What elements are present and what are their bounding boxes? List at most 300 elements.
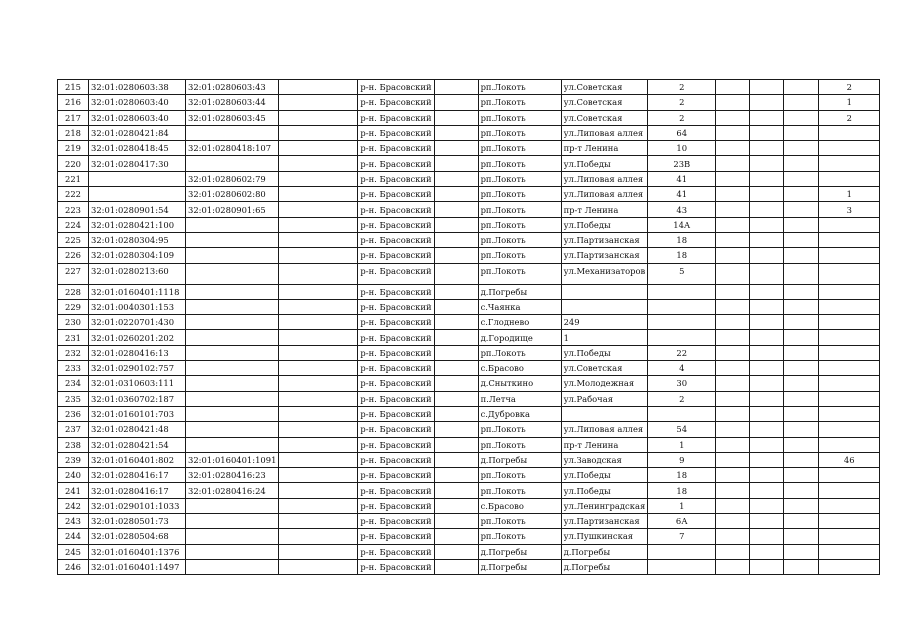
cadastral-number-2-cell: 32:01:0280416:23 <box>186 468 279 483</box>
locality-cell: д.Городище <box>478 330 561 345</box>
empty-cell <box>716 171 750 186</box>
table-row <box>58 110 880 125</box>
empty-cell <box>279 422 358 437</box>
locality-cell: с.Глоднево <box>478 315 561 330</box>
row-number-cell: 240 <box>58 468 89 483</box>
empty-cell <box>279 263 358 284</box>
street-cell: ул.Советская <box>561 361 648 376</box>
row-number-cell: 239 <box>58 452 89 467</box>
empty-cell <box>784 422 819 437</box>
district-cell: р-н. Брасовский <box>358 391 434 406</box>
empty-cell <box>434 110 478 125</box>
count-cell <box>819 391 880 406</box>
cadastral-number-cell: 32:01:0310603:111 <box>89 376 186 391</box>
cadastral-number-cell: 32:01:0040301:153 <box>89 299 186 314</box>
table-row <box>58 315 880 330</box>
district-cell: р-н. Брасовский <box>358 406 434 421</box>
empty-cell <box>784 284 819 299</box>
count-cell <box>819 376 880 391</box>
row-number-cell: 219 <box>58 141 89 156</box>
house-number-cell <box>648 406 716 421</box>
street-cell: ул.Победы <box>561 217 648 232</box>
table-row <box>58 248 880 263</box>
table-row <box>58 498 880 513</box>
locality-cell: рп.Локоть <box>478 80 561 95</box>
cadastral-number-2-cell <box>186 559 279 574</box>
count-cell: 1 <box>819 187 880 202</box>
cadastral-number-cell: 32:01:0280603:40 <box>89 95 186 110</box>
empty-cell <box>784 468 819 483</box>
empty-cell <box>716 330 750 345</box>
house-number-cell: 30 <box>648 376 716 391</box>
count-cell <box>819 217 880 232</box>
empty-cell <box>784 330 819 345</box>
empty-cell <box>716 437 750 452</box>
house-number-cell <box>648 284 716 299</box>
cadastral-number-2-cell <box>186 248 279 263</box>
count-cell: 1 <box>819 95 880 110</box>
empty-cell <box>434 452 478 467</box>
house-number-cell: 14А <box>648 217 716 232</box>
house-number-cell: 7 <box>648 529 716 544</box>
locality-cell: рп.Локоть <box>478 437 561 452</box>
cadastral-number-cell: 32:01:0280213:60 <box>89 263 186 284</box>
district-cell: р-н. Брасовский <box>358 171 434 186</box>
cadastral-number-cell: 32:01:0160401:1118 <box>89 284 186 299</box>
house-number-cell: 43 <box>648 202 716 217</box>
empty-cell <box>784 361 819 376</box>
street-cell: 249 <box>561 315 648 330</box>
count-cell: 3 <box>819 202 880 217</box>
row-number-cell: 235 <box>58 391 89 406</box>
cadastral-number-2-cell <box>186 529 279 544</box>
table-row <box>58 95 880 110</box>
empty-cell <box>716 80 750 95</box>
empty-cell <box>750 361 784 376</box>
district-cell: р-н. Брасовский <box>358 437 434 452</box>
empty-cell <box>750 452 784 467</box>
locality-cell: д.Погребы <box>478 544 561 559</box>
house-number-cell: 4 <box>648 361 716 376</box>
cadastral-number-2-cell: 32:01:0280901:65 <box>186 202 279 217</box>
locality-cell: рп.Локоть <box>478 125 561 140</box>
cadastral-number-2-cell: 32:01:0280418:107 <box>186 141 279 156</box>
empty-cell <box>279 498 358 513</box>
empty-cell <box>279 391 358 406</box>
row-number-cell: 233 <box>58 361 89 376</box>
table-row <box>58 529 880 544</box>
registry-table <box>57 79 880 575</box>
cadastral-number-2-cell <box>186 299 279 314</box>
locality-cell: рп.Локоть <box>478 95 561 110</box>
empty-cell <box>279 187 358 202</box>
district-cell: р-н. Брасовский <box>358 559 434 574</box>
empty-cell <box>434 95 478 110</box>
count-cell <box>819 422 880 437</box>
cadastral-number-2-cell <box>186 345 279 360</box>
cadastral-number-cell: 32:01:0280603:38 <box>89 80 186 95</box>
table-row <box>58 217 880 232</box>
table-row <box>58 422 880 437</box>
street-cell: ул.Заводская <box>561 452 648 467</box>
empty-cell <box>750 217 784 232</box>
empty-cell <box>279 437 358 452</box>
cadastral-number-2-cell: 32:01:0160401:1091 <box>186 452 279 467</box>
table-body <box>58 80 880 575</box>
empty-cell <box>716 299 750 314</box>
street-cell: д.Погребы <box>561 559 648 574</box>
street-cell: ул.Липовая аллея <box>561 125 648 140</box>
empty-cell <box>716 498 750 513</box>
empty-cell <box>750 498 784 513</box>
cadastral-number-2-cell <box>186 361 279 376</box>
cadastral-number-cell: 32:01:0280304:109 <box>89 248 186 263</box>
empty-cell <box>279 315 358 330</box>
row-number-cell: 223 <box>58 202 89 217</box>
street-cell: ул.Партизанская <box>561 514 648 529</box>
empty-cell <box>716 110 750 125</box>
empty-cell <box>716 141 750 156</box>
empty-cell <box>434 171 478 186</box>
empty-cell <box>434 391 478 406</box>
cadastral-number-cell: 32:01:0290101:1033 <box>89 498 186 513</box>
street-cell: ул.Победы <box>561 156 648 171</box>
district-cell: р-н. Брасовский <box>358 483 434 498</box>
house-number-cell: 54 <box>648 422 716 437</box>
empty-cell <box>784 315 819 330</box>
house-number-cell: 64 <box>648 125 716 140</box>
table-row <box>58 483 880 498</box>
empty-cell <box>750 483 784 498</box>
empty-cell <box>750 232 784 247</box>
empty-cell <box>279 406 358 421</box>
street-cell: ул.Механизаторов <box>561 263 648 284</box>
street-cell: 1 <box>561 330 648 345</box>
locality-cell: рп.Локоть <box>478 202 561 217</box>
empty-cell <box>784 110 819 125</box>
count-cell <box>819 529 880 544</box>
row-number-cell: 217 <box>58 110 89 125</box>
district-cell: р-н. Брасовский <box>358 544 434 559</box>
empty-cell <box>716 376 750 391</box>
district-cell: р-н. Брасовский <box>358 468 434 483</box>
empty-cell <box>279 529 358 544</box>
count-cell <box>819 483 880 498</box>
cadastral-number-2-cell <box>186 330 279 345</box>
empty-cell <box>750 422 784 437</box>
empty-cell <box>784 559 819 574</box>
count-cell <box>819 544 880 559</box>
locality-cell: рп.Локоть <box>478 171 561 186</box>
empty-cell <box>434 141 478 156</box>
table-row <box>58 232 880 247</box>
locality-cell: с.Брасово <box>478 361 561 376</box>
house-number-cell: 1 <box>648 437 716 452</box>
district-cell: р-н. Брасовский <box>358 110 434 125</box>
table-row <box>58 468 880 483</box>
count-cell: 46 <box>819 452 880 467</box>
house-number-cell: 2 <box>648 95 716 110</box>
row-number-cell: 220 <box>58 156 89 171</box>
row-number-cell: 226 <box>58 248 89 263</box>
count-cell <box>819 406 880 421</box>
count-cell <box>819 299 880 314</box>
cadastral-number-2-cell <box>186 422 279 437</box>
table-row <box>58 202 880 217</box>
table-row <box>58 171 880 186</box>
street-cell: пр-т Ленина <box>561 437 648 452</box>
cadastral-number-2-cell: 32:01:0280602:80 <box>186 187 279 202</box>
house-number-cell: 9 <box>648 452 716 467</box>
cadastral-number-2-cell: 32:01:0280603:43 <box>186 80 279 95</box>
empty-cell <box>434 559 478 574</box>
empty-cell <box>434 498 478 513</box>
cadastral-number-2-cell <box>186 232 279 247</box>
street-cell: пр-т Ленина <box>561 202 648 217</box>
empty-cell <box>716 468 750 483</box>
locality-cell: рп.Локоть <box>478 514 561 529</box>
empty-cell <box>716 514 750 529</box>
street-cell: ул.Ленинградская <box>561 498 648 513</box>
empty-cell <box>716 202 750 217</box>
locality-cell: д.Сныткино <box>478 376 561 391</box>
house-number-cell: 41 <box>648 187 716 202</box>
row-number-cell: 245 <box>58 544 89 559</box>
table-row <box>58 391 880 406</box>
table-row <box>58 330 880 345</box>
locality-cell: д.Погребы <box>478 559 561 574</box>
empty-cell <box>784 483 819 498</box>
empty-cell <box>716 95 750 110</box>
table-row <box>58 141 880 156</box>
locality-cell: рп.Локоть <box>478 263 561 284</box>
street-cell <box>561 284 648 299</box>
table-row <box>58 187 880 202</box>
count-cell <box>819 171 880 186</box>
empty-cell <box>279 141 358 156</box>
empty-cell <box>279 361 358 376</box>
empty-cell <box>750 95 784 110</box>
row-number-cell: 227 <box>58 263 89 284</box>
empty-cell <box>279 217 358 232</box>
empty-cell <box>716 263 750 284</box>
empty-cell <box>716 232 750 247</box>
empty-cell <box>434 187 478 202</box>
empty-cell <box>750 156 784 171</box>
row-number-cell: 230 <box>58 315 89 330</box>
locality-cell: п.Летча <box>478 391 561 406</box>
empty-cell <box>750 284 784 299</box>
count-cell <box>819 284 880 299</box>
district-cell: р-н. Брасовский <box>358 452 434 467</box>
cadastral-number-cell: 32:01:0280421:48 <box>89 422 186 437</box>
district-cell: р-н. Брасовский <box>358 202 434 217</box>
empty-cell <box>716 315 750 330</box>
table-row <box>58 156 880 171</box>
empty-cell <box>279 232 358 247</box>
district-cell: р-н. Брасовский <box>358 498 434 513</box>
row-number-cell: 228 <box>58 284 89 299</box>
empty-cell <box>434 217 478 232</box>
cadastral-number-2-cell <box>186 125 279 140</box>
cadastral-number-2-cell <box>186 514 279 529</box>
empty-cell <box>434 232 478 247</box>
cadastral-number-2-cell: 32:01:0280603:45 <box>186 110 279 125</box>
house-number-cell: 2 <box>648 80 716 95</box>
empty-cell <box>279 468 358 483</box>
empty-cell <box>434 468 478 483</box>
empty-cell <box>434 80 478 95</box>
empty-cell <box>434 544 478 559</box>
empty-cell <box>750 376 784 391</box>
row-number-cell: 236 <box>58 406 89 421</box>
empty-cell <box>784 156 819 171</box>
empty-cell <box>434 483 478 498</box>
empty-cell <box>716 391 750 406</box>
street-cell: д.Погребы <box>561 544 648 559</box>
district-cell: р-н. Брасовский <box>358 345 434 360</box>
house-number-cell: 18 <box>648 468 716 483</box>
empty-cell <box>750 559 784 574</box>
district-cell: р-н. Брасовский <box>358 376 434 391</box>
empty-cell <box>434 361 478 376</box>
district-cell: р-н. Брасовский <box>358 284 434 299</box>
count-cell <box>819 248 880 263</box>
house-number-cell: 22 <box>648 345 716 360</box>
street-cell: ул.Советская <box>561 110 648 125</box>
empty-cell <box>434 156 478 171</box>
empty-cell <box>716 187 750 202</box>
empty-cell <box>279 248 358 263</box>
locality-cell: с.Дубровка <box>478 406 561 421</box>
count-cell <box>819 125 880 140</box>
empty-cell <box>716 529 750 544</box>
count-cell <box>819 141 880 156</box>
empty-cell <box>784 217 819 232</box>
empty-cell <box>784 187 819 202</box>
empty-cell <box>434 330 478 345</box>
row-number-cell: 244 <box>58 529 89 544</box>
house-number-cell <box>648 559 716 574</box>
count-cell <box>819 514 880 529</box>
district-cell: р-н. Брасовский <box>358 315 434 330</box>
empty-cell <box>750 437 784 452</box>
street-cell: ул.Советская <box>561 80 648 95</box>
empty-cell <box>434 422 478 437</box>
table-row <box>58 452 880 467</box>
cadastral-number-2-cell <box>186 263 279 284</box>
empty-cell <box>716 559 750 574</box>
district-cell: р-н. Брасовский <box>358 299 434 314</box>
count-cell <box>819 330 880 345</box>
empty-cell <box>434 315 478 330</box>
district-cell: р-н. Брасовский <box>358 529 434 544</box>
cadastral-number-cell: 32:01:0160401:802 <box>89 452 186 467</box>
house-number-cell: 5 <box>648 263 716 284</box>
empty-cell <box>750 406 784 421</box>
empty-cell <box>750 110 784 125</box>
street-cell: ул.Липовая аллея <box>561 422 648 437</box>
empty-cell <box>434 529 478 544</box>
locality-cell: с.Чаянка <box>478 299 561 314</box>
table-row <box>58 406 880 421</box>
cadastral-number-cell: 32:01:0260201:202 <box>89 330 186 345</box>
cadastral-number-cell: 32:01:0160101:703 <box>89 406 186 421</box>
empty-cell <box>784 299 819 314</box>
empty-cell <box>784 406 819 421</box>
empty-cell <box>716 406 750 421</box>
street-cell: ул.Победы <box>561 468 648 483</box>
row-number-cell: 222 <box>58 187 89 202</box>
table-row <box>58 345 880 360</box>
empty-cell <box>750 345 784 360</box>
cadastral-number-cell: 32:01:0280421:100 <box>89 217 186 232</box>
empty-cell <box>279 299 358 314</box>
count-cell <box>819 498 880 513</box>
district-cell: р-н. Брасовский <box>358 141 434 156</box>
empty-cell <box>279 80 358 95</box>
row-number-cell: 241 <box>58 483 89 498</box>
locality-cell: с.Брасово <box>478 498 561 513</box>
row-number-cell: 229 <box>58 299 89 314</box>
table-row <box>58 284 880 299</box>
empty-cell <box>784 529 819 544</box>
empty-cell <box>784 498 819 513</box>
empty-cell <box>784 452 819 467</box>
cadastral-number-cell: 32:01:0280421:54 <box>89 437 186 452</box>
empty-cell <box>716 452 750 467</box>
count-cell <box>819 263 880 284</box>
street-cell: ул.Липовая аллея <box>561 187 648 202</box>
district-cell: р-н. Брасовский <box>358 232 434 247</box>
cadastral-number-2-cell: 32:01:0280602:79 <box>186 171 279 186</box>
cadastral-number-cell: 32:01:0280421:84 <box>89 125 186 140</box>
row-number-cell: 238 <box>58 437 89 452</box>
empty-cell <box>279 559 358 574</box>
locality-cell: рп.Локоть <box>478 483 561 498</box>
house-number-cell: 6А <box>648 514 716 529</box>
cadastral-number-cell: 32:01:0160401:1497 <box>89 559 186 574</box>
row-number-cell: 218 <box>58 125 89 140</box>
house-number-cell: 10 <box>648 141 716 156</box>
empty-cell <box>784 95 819 110</box>
cadastral-number-2-cell <box>186 437 279 452</box>
row-number-cell: 221 <box>58 171 89 186</box>
empty-cell <box>784 391 819 406</box>
empty-cell <box>279 156 358 171</box>
house-number-cell <box>648 544 716 559</box>
street-cell: ул.Рабочая <box>561 391 648 406</box>
empty-cell <box>750 125 784 140</box>
locality-cell: рп.Локоть <box>478 468 561 483</box>
house-number-cell: 1 <box>648 498 716 513</box>
row-number-cell: 242 <box>58 498 89 513</box>
empty-cell <box>279 202 358 217</box>
empty-cell <box>750 299 784 314</box>
row-number-cell: 231 <box>58 330 89 345</box>
empty-cell <box>279 544 358 559</box>
count-cell <box>819 559 880 574</box>
count-cell: 2 <box>819 110 880 125</box>
locality-cell: рп.Локоть <box>478 345 561 360</box>
cadastral-number-cell: 32:01:0280417:30 <box>89 156 186 171</box>
row-number-cell: 243 <box>58 514 89 529</box>
empty-cell <box>750 468 784 483</box>
cadastral-number-cell: 32:01:0220701:430 <box>89 315 186 330</box>
empty-cell <box>434 202 478 217</box>
empty-cell <box>716 544 750 559</box>
empty-cell <box>750 248 784 263</box>
